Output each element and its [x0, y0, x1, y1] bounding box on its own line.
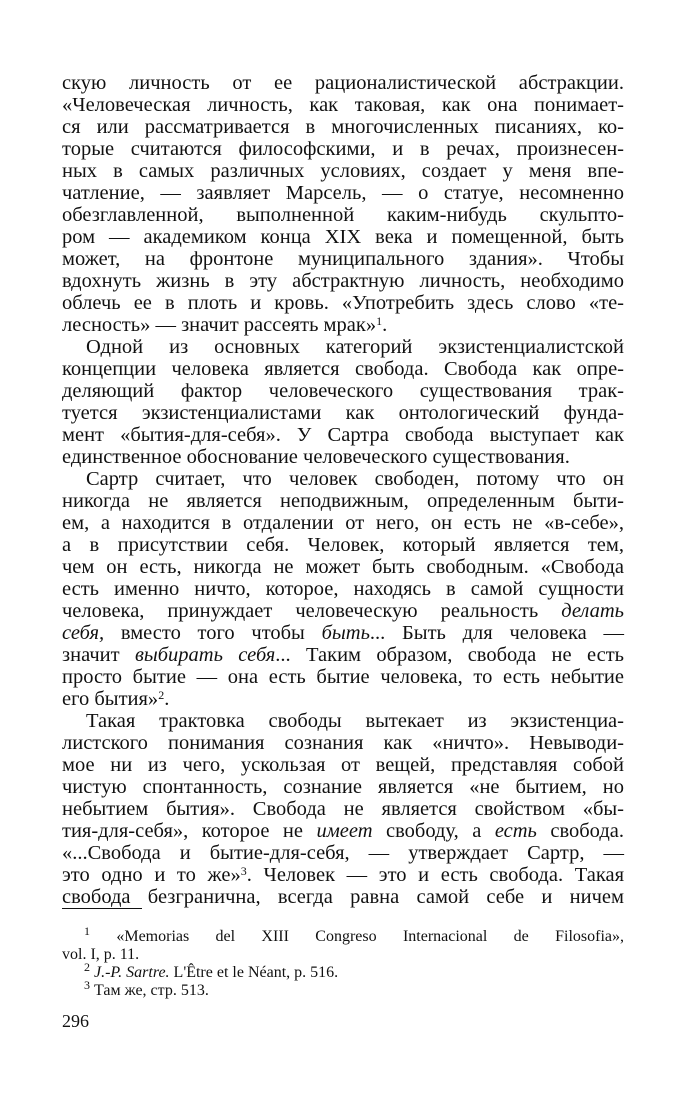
text-line: небытием бытия». Свобода не является свойством «бы- [62, 798, 624, 820]
footnote-3: $^3$ Там же, стр. 513. [84, 978, 209, 999]
text-line: чатление, — заявляет Марсель, — о статуе, несомненно [62, 182, 624, 204]
text-line: листского понимания сознания как «ничто». Невыводи- [62, 732, 624, 754]
text-line: значит выбирать себя... Таким образом, свобода не есть [62, 644, 625, 666]
text-line: его бытия»$^2$. [62, 688, 170, 710]
footnote-ref: 2 [158, 688, 165, 702]
text-line: это одно и то же»$^3$. Человек — это и есть свобода. Такая [62, 864, 624, 886]
footnote-1-continuation: vol. I, p. 11. [62, 946, 140, 963]
text-line: туется экзистенциалистами как онтологический фунда- [62, 402, 624, 424]
text-line: ных в самых различных условиях, создает у меня впе- [62, 160, 624, 182]
text-line: свобода безгранична, всегда равна самой себе и ничем [62, 886, 624, 908]
text-line: ся или рассматривается в многочисленных писаниях, ко- [62, 116, 624, 138]
text-line: может, на фронтоне муниципального здания». Чтобы [62, 248, 624, 270]
text-line: вдохнуть жизнь в эту абстрактную личность, необходимо [62, 270, 624, 292]
text-line: человека, принуждает человеческую реальность делать [62, 600, 624, 622]
footnote-ref: 1 [376, 314, 383, 328]
text-line: ром — академиком конца XIX века и помещенной, быть [62, 226, 624, 248]
text-line: Одной из основных категорий экзистенциалистской [86, 336, 624, 358]
text-line: лесность» — значит рассеять мрак»$^1$. [62, 314, 388, 336]
text-line: скую личность от ее рационалистической абстракции. [62, 72, 624, 94]
text-line: просто бытие — она есть бытие человека, то есть небытие [62, 666, 624, 688]
text-line: ем, а находится в отдалении от него, он есть не «в-себе», [62, 512, 624, 534]
text-line: «Человеческая личность, как таковая, как она понимает- [62, 94, 624, 116]
text-line: Такая трактовка свободы вытекает из экзистенциа- [86, 710, 624, 732]
text-line: деляющий фактор человеческого существования трак- [62, 380, 624, 402]
footnote-1: $^1$ «Memorias del XIII Congreso Internacional de Filosofia», [84, 924, 625, 945]
footnote-2: $^2$ J.-P. Sartre. L'Être et le Néant, p. 516. [84, 960, 339, 981]
text-line: себя, вместо того чтобы быть... Быть для человека — [62, 622, 624, 644]
footnote-divider [62, 908, 142, 909]
text-line: торые считаются философскими, и в речах, произнесен- [62, 138, 624, 160]
page-number: 296 [62, 1011, 89, 1031]
text-line: Сартр считает, что человек свободен, потому что он [86, 468, 624, 490]
text-line: чистую спонтанность, сознание является «не бытием, но [62, 776, 624, 798]
text-line: никогда не является неподвижным, определенным быти- [62, 490, 624, 512]
text-line: тия-для-себя», которое не имеет свободу, а есть свобода. [62, 820, 624, 842]
text-line: мое ни из чего, ускользая от вещей, представляя собой [62, 754, 624, 776]
text-line: облечь ее в плоть и кровь. «Употребить здесь слово «те- [62, 292, 624, 314]
text-line: есть именно ничто, которое, находясь в самой сущности [62, 578, 624, 600]
text-line: мент «бытия-для-себя». У Сартра свобода выступает как [62, 424, 624, 446]
text-line: концепции человека является свобода. Свобода как опре- [62, 358, 624, 380]
text-line: «...Свобода и бытие-для-себя, — утверждает Сартр, — [62, 842, 624, 864]
footnote-ref: 3 [240, 864, 247, 878]
text-line: единственное обоснование человеческого существования. [62, 446, 570, 468]
text-line: обезглавленной, выполненной каким-нибудь скульпто- [62, 204, 624, 226]
text-line: чем он есть, никогда не может быть свободным. «Свобода [62, 556, 624, 578]
text-line: а в присутствии себя. Человек, который является тем, [62, 534, 624, 556]
